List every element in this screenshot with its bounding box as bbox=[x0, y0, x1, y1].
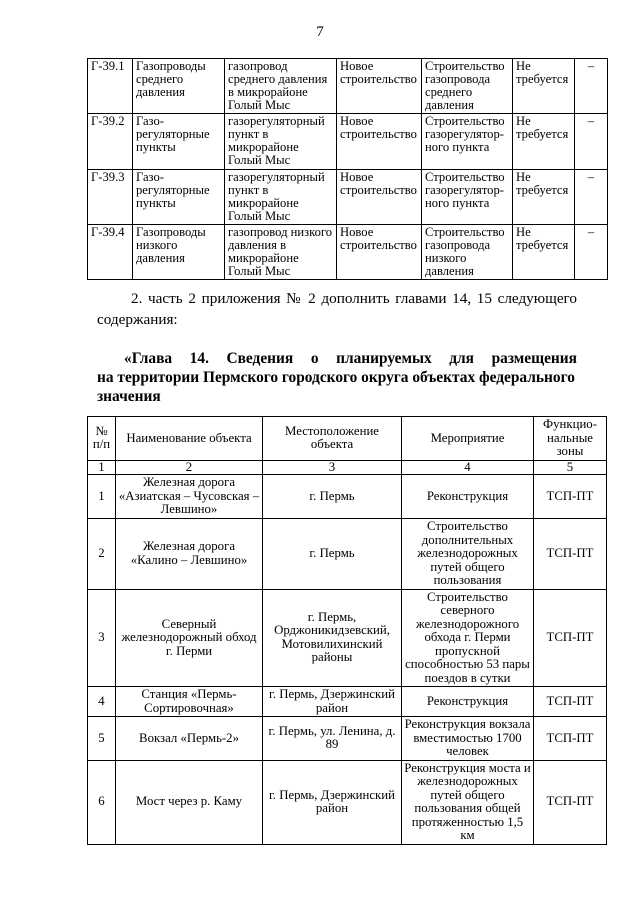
object-activity: Реконструкция вокзала вместимостью 1700 человек bbox=[402, 717, 534, 761]
amendment-paragraph: 2. часть 2 приложения № 2 дополнить главами 14, 15 следующего содержания: bbox=[97, 290, 577, 328]
row-number: 1 bbox=[88, 475, 116, 519]
object-location: г. Пермь, Дзержинский район bbox=[263, 687, 402, 717]
table-header-row bbox=[88, 417, 607, 461]
object-code: Г-39.3 bbox=[88, 170, 133, 225]
table-row bbox=[88, 114, 608, 170]
object-zone: ТСП-ПТ bbox=[534, 717, 607, 761]
object-description: газорегуляторный пункт в микрорайоне Голый Мыс bbox=[225, 114, 337, 170]
object-activity: Строительство газорегулятор-ного пункта bbox=[422, 114, 513, 170]
object-zone: ТСП-ПТ bbox=[534, 687, 607, 717]
object-name: Станция «Пермь-Сортировочная» bbox=[116, 687, 263, 717]
row-number: 5 bbox=[88, 717, 116, 761]
object-code: Г-39.2 bbox=[88, 114, 133, 170]
header-zones: Функцио-нальные зоны bbox=[534, 417, 607, 461]
object-activity: Строительство газорегулятор-ного пункта bbox=[422, 170, 513, 225]
object-description: газорегуляторный пункт в микрорайоне Голый Мыс bbox=[225, 170, 337, 225]
object-activity: Строительство газопровода низкого давления bbox=[422, 225, 513, 280]
object-zone: ТСП-ПТ bbox=[534, 589, 607, 687]
table-row bbox=[88, 519, 607, 590]
object-name: Вокзал «Пермь-2» bbox=[116, 717, 263, 761]
column-number: 4 bbox=[402, 460, 534, 475]
object-location: г. Пермь, Орджоникидзевский, Мотовилихинский районы bbox=[263, 589, 402, 687]
header-activity: Мероприятие bbox=[402, 417, 534, 461]
table-row bbox=[88, 170, 608, 225]
object-requirement: Не требуется bbox=[513, 170, 575, 225]
header-object-name: Наименование объекта bbox=[116, 417, 263, 461]
object-requirement: Не требуется bbox=[513, 59, 575, 114]
object-status: Новое строительство bbox=[337, 59, 422, 114]
object-name: Железная дорога «Азиатская – Чусовская – Левшино» bbox=[116, 475, 263, 519]
row-number: 4 bbox=[88, 687, 116, 717]
table-row bbox=[88, 59, 608, 114]
column-number: 3 bbox=[263, 460, 402, 475]
object-status: Новое строительство bbox=[337, 114, 422, 170]
object-zone: ТСП-ПТ bbox=[534, 475, 607, 519]
row-number: 6 bbox=[88, 760, 116, 844]
row-number: 3 bbox=[88, 589, 116, 687]
table-row bbox=[88, 717, 607, 761]
column-number: 1 bbox=[88, 460, 116, 475]
object-status: Новое строительство bbox=[337, 170, 422, 225]
object-note: – bbox=[575, 114, 608, 170]
gas-objects-table bbox=[87, 58, 608, 280]
object-name: Северный железнодорожный обход г. Перми bbox=[116, 589, 263, 687]
object-location: г. Пермь, ул. Ленина, д. 89 bbox=[263, 717, 402, 761]
table-row bbox=[88, 475, 607, 519]
object-activity: Реконструкция моста и железнодорожных путей общего пользования общей протяженностью 1,5 км bbox=[402, 760, 534, 844]
table-row bbox=[88, 225, 608, 280]
row-number: 2 bbox=[88, 519, 116, 590]
object-type: Газо-регуляторные пункты bbox=[133, 170, 225, 225]
column-number: 2 bbox=[116, 460, 263, 475]
object-requirement: Не требуется bbox=[513, 225, 575, 280]
object-code: Г-39.1 bbox=[88, 59, 133, 114]
column-numbers-row bbox=[88, 460, 607, 475]
object-type: Газопроводы низкого давления bbox=[133, 225, 225, 280]
header-number: № п/п bbox=[88, 417, 116, 461]
chapter-heading-line1: «Глава 14. Сведения о планируемых для размещения bbox=[124, 350, 577, 367]
object-location: г. Пермь bbox=[263, 475, 402, 519]
object-name: Железная дорога «Калино – Левшино» bbox=[116, 519, 263, 590]
object-note: – bbox=[575, 170, 608, 225]
federal-objects-table bbox=[87, 416, 607, 845]
object-note: – bbox=[575, 59, 608, 114]
object-name: Мост через р. Каму bbox=[116, 760, 263, 844]
object-activity: Строительство газопровода среднего давления bbox=[422, 59, 513, 114]
header-location: Местоположение объекта bbox=[263, 417, 402, 461]
object-activity: Реконструкция bbox=[402, 687, 534, 717]
object-activity: Строительство дополнительных железнодорожных путей общего пользования bbox=[402, 519, 534, 590]
chapter-heading bbox=[97, 349, 577, 406]
table-row bbox=[88, 760, 607, 844]
object-status: Новое строительство bbox=[337, 225, 422, 280]
object-location: г. Пермь bbox=[263, 519, 402, 590]
object-code: Г-39.4 bbox=[88, 225, 133, 280]
object-location: г. Пермь, Дзержинский район bbox=[263, 760, 402, 844]
table-row bbox=[88, 687, 607, 717]
object-description: газопровод низкого давления в микрорайоне Голый Мыс bbox=[225, 225, 337, 280]
object-note: – bbox=[575, 225, 608, 280]
object-requirement: Не требуется bbox=[513, 114, 575, 170]
object-activity: Строительство северного железнодорожного обхода г. Перми пропускной способностью 53 пары поездов в сутки bbox=[402, 589, 534, 687]
object-description: газопровод среднего давления в микрорайоне Голый Мыс bbox=[225, 59, 337, 114]
page-number: 7 bbox=[316, 24, 324, 40]
object-activity: Реконструкция bbox=[402, 475, 534, 519]
object-type: Газопроводы среднего давления bbox=[133, 59, 225, 114]
object-type: Газо-регуляторные пункты bbox=[133, 114, 225, 170]
object-zone: ТСП-ПТ bbox=[534, 760, 607, 844]
chapter-heading-rest: на территории Пермского городского округа объектах федерального значения bbox=[97, 369, 575, 405]
column-number: 5 bbox=[534, 460, 607, 475]
table-row bbox=[88, 589, 607, 687]
object-zone: ТСП-ПТ bbox=[534, 519, 607, 590]
